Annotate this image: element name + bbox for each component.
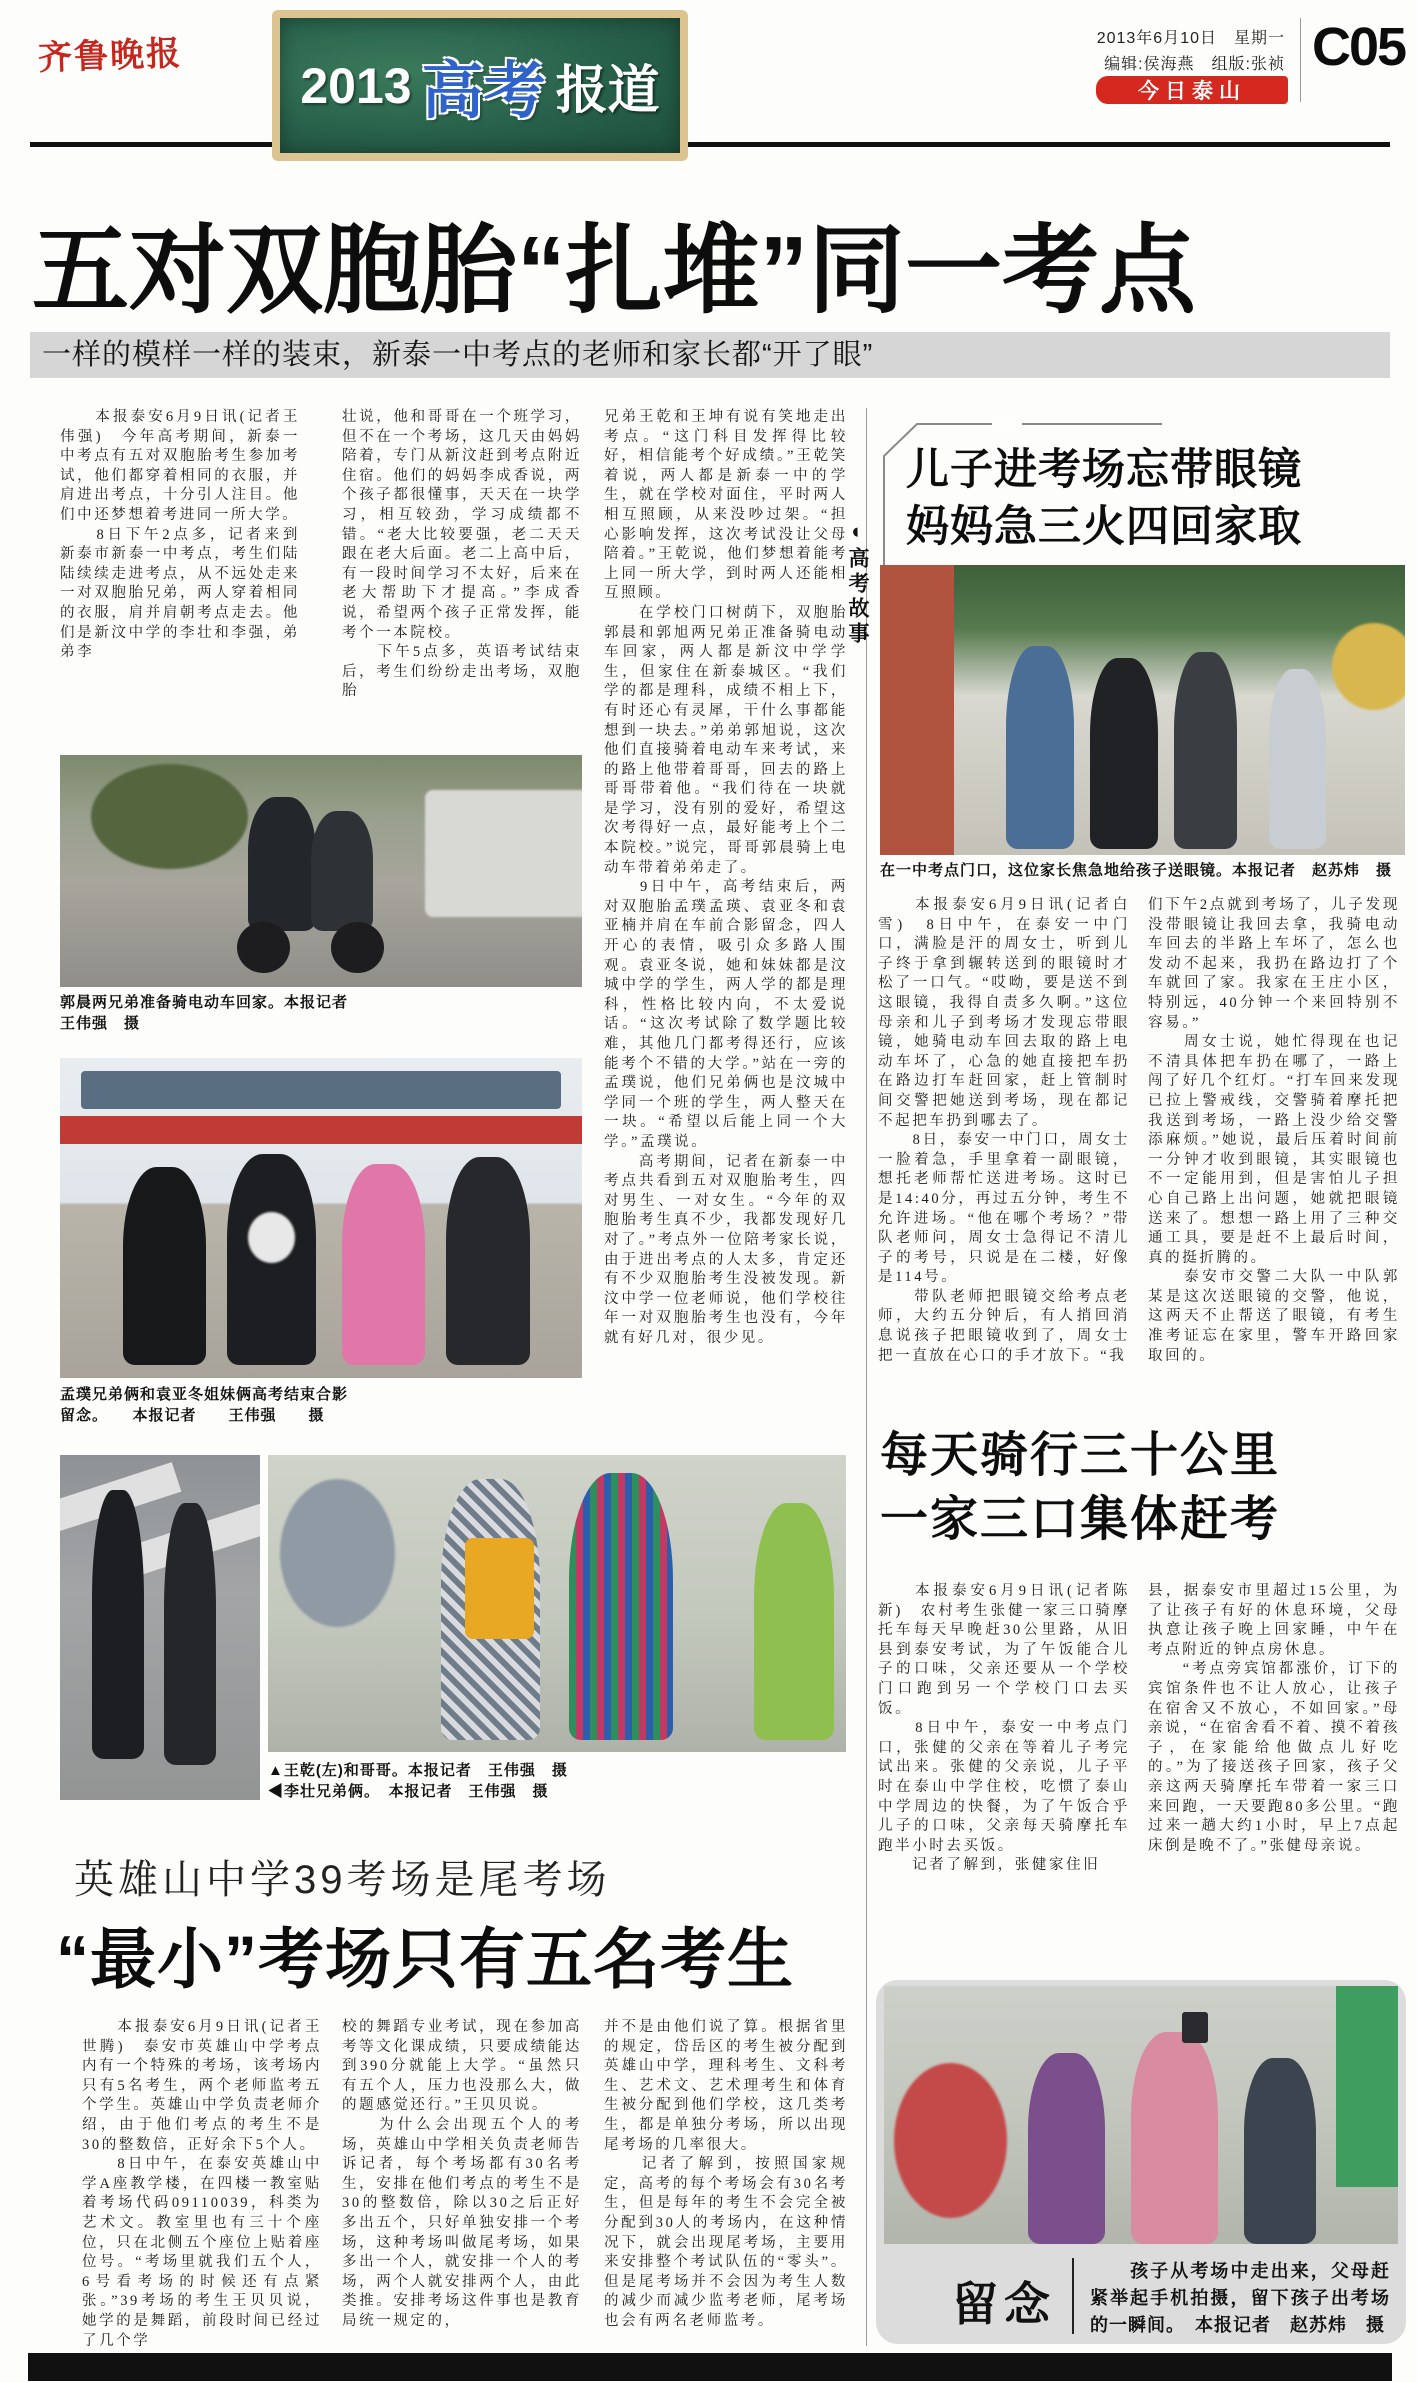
glasses-headline-line2: 妈妈急三火四回家取: [906, 503, 1302, 551]
paragraph: 记者了解到，张健家住旧: [878, 1857, 1101, 1874]
dateline: [965, 26, 1285, 78]
twin-figure-black: [123, 1167, 207, 1365]
bus-windows: [81, 1071, 561, 1109]
glasses-headline-line1: 儿子进考场忘带眼镜: [906, 446, 1302, 494]
gate-pillar: [880, 565, 954, 855]
paragraph: 本报泰安6月9日讯(记者白雪) 8日中午，在泰安一中门口，满脸是汗的周女士，听到儿子终于拿到辗转送到的眼镜时才松了一口气。“哎呦，要是送不到这眼镜，我得自责多久啊。”这位母亲和儿子到考场才发现忘带眼镜，她骑电动车回去取的路上电动车坏了，心急的她直接把车扔在路边打车赶回家，赶上管制时间交警把她送到考场，现在都记不起把车扔到哪去了。: [878, 897, 1130, 1129]
column-divider: [866, 408, 867, 2346]
policeman-figure: [1006, 646, 1074, 849]
paragraph: 兄弟王乾和王坤有说有笑地走出考点。“这门科目发挥得比较好，相信能考个好成绩。”王乾笑着说，两人都是新泰一中的学生，就在学校对面住，平时两人相互照顾，从来没吵过架。“担心影响发挥，这次考试没让父母陪着。”王乾说，他们梦想着能考上同一所大学，到时两人还能相互照顾。: [604, 409, 848, 602]
banner-subtitle: 报道: [555, 62, 660, 120]
tailroom-column-2: [342, 2018, 582, 2350]
lead-column-1: [60, 408, 300, 748]
caption-line: ◀李壮兄弟俩。 本报记者 王伟强 摄: [268, 1783, 549, 1800]
caption-ebike: [60, 992, 582, 1034]
banner-year: 2013: [300, 57, 412, 114]
ride-headline-line1: 每天骑行三十公里: [880, 1429, 1281, 1482]
lead-headline: 五对双胞胎“扎堆”同一考点: [32, 216, 1196, 325]
ride-headline: [880, 1424, 1280, 1552]
passenger-figure: [311, 811, 374, 932]
student-colorful-figure: [569, 1473, 673, 1740]
ride-column-right: [1148, 1582, 1400, 1974]
gaokao-banner: [272, 10, 688, 161]
paragraph: 周女士说，她忙得现在也记不清具体把车扔在哪了，一路上闯了好几个红灯。“打车回来发现已拉上警戒线，交警骑着摩托把我送到考场，一路上没少给交警添麻烦。”她说，最后压着时间前一分钟才收到眼镜，其实眼镜也不一定能用到，但是害怕儿子担心自己路上出问题，她就把眼镜送来了。想想一路上用了三种交通工具，要是赶不上最后时间，真的挺折腾的。: [1148, 1034, 1400, 1266]
paragraph: 8日，泰安一中门口，周女士一脸着急，手里拿着一副眼镜，想托老师帮忙送进考场。这时已是14:40分，再过五分钟，考生不允许进场。“他在哪个考场？”带队老师问，周女士急得记不清儿子的考号，只说是在二楼，好像是114号。: [878, 1132, 1130, 1286]
caption-line: 郭晨两兄弟准备骑电动车回家。本报记者: [60, 994, 349, 1011]
bicycle-blur: [280, 1479, 396, 1628]
tailroom-headline: “最小”考场只有五名考生: [56, 1922, 794, 1996]
parent-figure: [1090, 658, 1158, 849]
lead-column-3: [604, 408, 848, 1445]
paragraph: 8日中午，泰安一中考点门口，张健的父亲在等着儿子考完试出来。张健的父亲说，儿子平时在泰山中学住校，吃惯了泰山中学周边的快餐，为了午饭合乎儿子的口味，父亲每天骑摩托车跑半小时去买饭。: [878, 1720, 1130, 1854]
photo-keepsake: [884, 1986, 1398, 2244]
paragraph: 下午5点多，英语考试结束后，考生们纷纷走出考场，双胞胎: [342, 644, 582, 700]
ride-headline-line2: 一家三口集体赶考: [880, 1493, 1281, 1546]
paragraph: 8日下午2点多，记者来到新泰市新泰一中考点，考生们陆陆续续走进考点，从不远处走来一对双胞胎兄弟，两人穿着相同的衣服，肩并肩朝考点走去。他们是新汶中学的李壮和李强，弟弟李: [60, 526, 300, 661]
bystander-figure: [754, 1503, 835, 1741]
mother-phone-figure: [1131, 2032, 1218, 2244]
tailroom-column-1: [82, 2018, 322, 2350]
crowd-figure: [1244, 2058, 1316, 2244]
tailroom-column-3: [604, 2018, 848, 2350]
editors: 编辑:侯海燕 组版:张祯: [1104, 56, 1285, 73]
page-code: C05: [1312, 17, 1406, 77]
footer-bar: [28, 2353, 1392, 2381]
gaokao-story-tag: ◐高考故事: [846, 520, 869, 647]
paragraph: 本报泰安6月9日讯(记者王世腾) 泰安市英雄山中学考点内有一个特殊的考场，该考场内只有5名考生，两个老师监考五个学生。英雄山中学负责老师介绍，由于他们考点的考生不是30的整数倍，正好余下5个人。: [82, 2019, 322, 2153]
white-van: [425, 790, 582, 918]
lead-deck: 一样的模样一样的装束，新泰一中考点的老师和家长都“开了眼”: [30, 332, 1390, 378]
header-rule: [30, 142, 1390, 147]
paragraph: 们下午2点就到考场了，儿子发现没带眼镜让我回去拿，我骑电动车回去的半路上车坏了，怎么也发动不起来，我扔在路边打了个车就回了家。我家在王庄小区，特别远，40分钟一个来回特别不容易。”: [1148, 897, 1400, 1031]
caption-pairs: [268, 1760, 828, 1802]
bike-wheel: [237, 922, 289, 973]
glasses-column-right: [1148, 896, 1400, 1396]
crowd-red-blur: [894, 2063, 1007, 2218]
paragraph: “考点旁宾馆都涨价，订下的宾馆条件也不让人放心，让孩子在宿舍又不放心，不如回家。”母亲说，“在宿舍看不着、摸不着孩子，在家能给他做点儿好吃的。”为了接送孩子回家，孩子父亲这两天骑摩托车带着一家三口来回跑，一天要跑80多公里。“跑过来一趟大约1小时，早上7点起床倒是晚不了。”张健母亲说。: [1148, 1661, 1400, 1854]
student-figure: [1269, 669, 1327, 849]
ride-column-left: [878, 1582, 1130, 1974]
paragraph: 本报泰安6月9日讯(记者王伟强) 今年高考期间，新泰一中考点有五对双胞胎考生参加考试，他们都穿着相同的衣服，并肩进出考点，十分引人注目。他们中还梦想着考进同一所大学。: [60, 409, 300, 523]
crowd-figure: [1028, 2053, 1105, 2244]
bus-red-stripe: [60, 1116, 582, 1145]
photo-glasses-delivery: [880, 565, 1405, 855]
walking-figure: [164, 1503, 216, 1765]
green-banner: [1336, 1986, 1398, 2187]
panda-print: [248, 1212, 295, 1263]
glasses-headline: [906, 442, 1302, 556]
phone-raised: [1182, 2012, 1208, 2043]
paragraph: 并不是由他们说了算。根据省里的规定，岱岳区的考生被分配到英雄山中学，理科考生、文科考生、艺术文、艺术理考生和体育生被分配到他们学校，这几类考生，都是单独分考场，所以出现尾考场的几率很大。: [604, 2019, 848, 2153]
tree-foliage: [91, 764, 248, 868]
photo-wangqian-brothers: [268, 1455, 846, 1752]
paragraph: 高考期间，记者在新泰一中考点共看到五对双胞胎考生，四对男生、一对女生。“今年的双胞胎考生真不少，我都发现好几对了。”考点外一位陪考家长说，由于进出考点的人太多，肯定还有不少双胞胎考生没被发现。新汶中学一位老师说，他们学校往年一对双胞胎考生也没有，今年就有好几对，很少见。: [604, 1153, 848, 1346]
paragraph: 8日中午，在泰安英雄山中学A座教学楼，在四楼一教室贴着考场代码09110039，科类为艺术文。教室里也有三十个座位，只在北侧五个座位上贴着座位号。“考场里就我们五个人，6号看考场的时候还有点紧张。”39考场的考生王贝贝说，她学的是舞蹈，前段时间已经过了几个学: [82, 2156, 322, 2349]
paragraph: 记者了解到，按照国家规定，高考的每个考场会有30名考生，但是每年的考生不会完全被分配到30人的考场内，在这种情况下，就会出现尾考场，主要用来安排整个考试队伍的“零头”。但是尾考场并不会因为考生人数的减少而减少监考老师，尾考场也会有两名老师监考。: [604, 2156, 848, 2329]
header-divider: [1300, 18, 1301, 102]
paragraph: 壮说，他和哥哥在一个班学习，但不在一个考场，这几天由妈妈陪着，专门从新汶赶到考点附近住宿。他们的妈妈李成香说，两个孩子都很懂事，天天在一块学习，相互较劲，学习成绩都不错。“老大比较要强，老二天天跟在老大后面。老二上高中后，有一段时间学习不太好，后来在老大帮助下才提高。”李成香说，希望两个孩子正常发挥，能考个一本院校。: [342, 409, 582, 641]
banner-title: 高考: [421, 57, 546, 126]
paragraph: 在学校门口树荫下，双胞胎郭晨和郭旭两兄弟正准备骑电动车回家，两人都是新汶中学学生，但家住在新泰城区。“我们学的都是理科，成绩不相上下，有时还心有灵犀，干什么事都能想到一块去。”弟弟郭旭说，这次他们直接骑着电动车来考试，来的路上他带着哥哥，回去的路上哥哥带着他。“我们待在一块就是学习，没有别的爱好，希望这次考得好一点，最好能考上个二本院校。”说完，哥哥郭晨骑上电动车带着弟弟走了。: [604, 604, 848, 876]
paragraph: 带队老师把眼镜交给考点老师，大约五分钟后，有人捎回消息说孩子把眼镜收到了，周女士把一直放在心口的手才放下。“我: [878, 1288, 1130, 1364]
keepsake-title: 留念: [952, 2278, 1056, 2330]
rider-figure: [248, 797, 316, 932]
tailroom-kicker: 英雄山中学39考场是尾考场: [74, 1858, 611, 1902]
caption-bus: [60, 1384, 582, 1426]
issue-date: 2013年6月10日 星期一: [1096, 30, 1285, 47]
masthead-logo: 齐鲁晚报: [37, 35, 183, 78]
lead-column-2: [342, 408, 582, 748]
paragraph: 9日中午，高考结束后，两对双胞胎孟璞孟瑛、袁亚冬和袁亚楠并肩在车前合影留念，四人开心的表情，吸引众多路人围观。袁亚冬说，她和妹妹都是汶城中学的学生，两人学的都是理科，性格比较内向，不太爱说话。“这次考试除了数学题比较难，其他几门都考得还行，应该能考个不错的大学。”站在一旁的孟璞说，他们兄弟俩也是汶城中学同一个班的学生，两人整天在一块。“希望以后能上同一个大学。”孟璞说。: [604, 879, 848, 1150]
yellow-bag: [465, 1538, 534, 1639]
photo-ebike-brothers: [60, 755, 582, 987]
photo-bus-group: [60, 1058, 582, 1378]
paragraph: 本报泰安6月9日讯(记者陈新) 农村考生张健一家三口骑摩托车每天早晚赶30公里路，从旧县到泰安考试，为了午饭能合儿子的口味，父亲还要从一个学校门口跑到另一个学校门口去买饭。: [878, 1583, 1130, 1717]
section-badge: 今日泰山: [1096, 76, 1288, 104]
keepsake-divider: [1072, 2258, 1074, 2334]
bike-wheel: [331, 922, 383, 973]
paragraph: 泰安市交警二大队一中队郭某是这次送眼镜的交警，他说，这两天不止帮送了眼镜，有考生准考证忘在家里，警车开路回家取回的。: [1148, 1269, 1400, 1364]
walking-figure: [92, 1490, 144, 1759]
keepsake-caption: 孩子从考场中走出来，父母赶紧举起手机拍摄，留下孩子出考场的一瞬间。 本报记者 赵苏炜 摄: [1090, 2261, 1390, 2335]
caption-line: 留念。 本报记者 王伟强 摄: [60, 1407, 325, 1424]
paragraph: 为什么会出现五个人的考场，英雄山中学相关负责老师告诉记者，每个考场都有30名考生，安排在他们考点的考生不是30的整数倍，除以30之后正好多出五个，只好单独安排一个考场，这种考场叫做尾考场，如果多出一个人，就安排一个人的考场，两个人就安排两个人，由此类推。安排考场这件事也是教育局统一规定的，: [342, 2116, 582, 2329]
parent-figure: [1174, 652, 1237, 849]
paragraph: 县，据泰安市里超过15公里，为了让孩子有好的休息环境，父母执意让孩子晚上回家睡，中午在考点附近的钟点房休息。: [1148, 1583, 1400, 1658]
umbrella-blur: [1332, 623, 1406, 710]
paragraph: 校的舞蹈专业考试，现在参加高考等文化课成绩，只要成绩能达到390分就能上大学。“虽然只有五个人，压力也没那么大，做的题感觉还行。”王贝贝说。: [342, 2019, 582, 2114]
caption-line: ▲王乾(左)和哥哥。本报记者 王伟强 摄: [268, 1762, 568, 1779]
caption-line: 孟璞兄弟俩和袁亚冬姐妹俩高考结束合影: [60, 1386, 349, 1403]
glasses-column-left: [878, 896, 1130, 1396]
photo-crosswalk-twins: [60, 1455, 260, 1800]
twin-figure-dark: [446, 1157, 530, 1365]
caption-line: 王伟强 摄: [60, 1015, 141, 1032]
caption-glasses: 在一中考点门口，这位家长焦急地给孩子送眼镜。本报记者 赵苏炜 摄: [880, 862, 1393, 879]
twin-figure-pink: [342, 1164, 426, 1366]
